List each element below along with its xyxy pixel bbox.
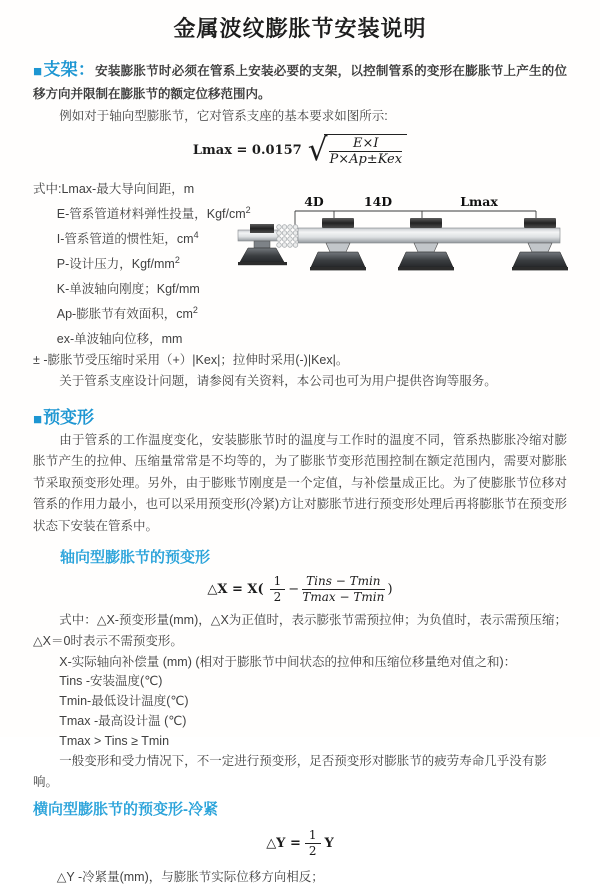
- one-half-fraction: $\frac{1}{2}$: [305, 829, 321, 858]
- tmin-line: Tmin-最低设计温度(℃): [59, 693, 189, 708]
- formula-dy-rhs: Y: [324, 836, 334, 852]
- axial-note-paragraph: 式中：△X-预变形量(mm)，△X为正值时，表示膨张节需预拉伸；为负值时，表示需预压缩；△X＝0时表示不需预变形。: [33, 612, 567, 648]
- dim-label-4d: 4D: [304, 194, 324, 209]
- lateral-subheading: 横向型膨胀节的预变形-冷紧: [33, 801, 218, 819]
- consulting-note: 关于管系支座设计问题，请参阅有关资料，本公司也可为用户提供咨询等服务。: [59, 374, 497, 389]
- definition-text: 式中:Lmax-最大导向间距，m: [33, 182, 195, 197]
- section-square-icon: ■: [33, 410, 43, 428]
- formula-dy-lhs: △Y =: [266, 836, 301, 852]
- x-definition-line: X-实际轴向补偿量 (mm) (相对于膨胀节中间状态的拉伸和压缩位移量绝对值之和)：: [59, 654, 517, 669]
- tins-line: Tins -安装温度(℃): [59, 674, 163, 689]
- support-paragraph: [33, 59, 567, 105]
- one-half-fraction: $\frac{1}{2}$: [270, 575, 286, 604]
- formula-dx-lhs: △X = X(: [207, 581, 264, 597]
- axial-subheading: 轴向型膨胀节的预变形: [60, 548, 211, 566]
- dim-label-lmax: Lmax: [460, 194, 498, 209]
- predeform-section-title: 预变形: [43, 407, 95, 427]
- formula-lmax: [33, 134, 567, 166]
- definition-text: P-设计压力，Kgf/mm: [56, 257, 175, 272]
- definition-line: [33, 300, 363, 325]
- t-inequality-line: Tmax > Tins ≥ Tmin: [59, 733, 170, 748]
- formula-delta-x: [33, 575, 567, 604]
- guide-support: [398, 218, 454, 270]
- predeform-paragraph: 由于管系的工作温度变化，安装膨胀节时的温度与工作时的温度不同，管系热膨胀冷缩对膨胀节产生的拉伸、压缩量常常是不均等的，为了膨胀节变形范围控制在额定范围内，需要对膨胀节采取预变形处理。另外，由于膨账节刚度是一个定值，与补偿量成正比。为了使膨胀节位移对管系的作用力最小，也可以采用预变形(冷紧)方让对膨胀节进行预变形处理后再将膨胀节在预变形状态下安装在管系中。: [33, 432, 567, 534]
- support-example-line: 例如对于轴向型膨胀节，它对管系支座的基本要求如图所示:: [59, 109, 388, 123]
- formula-lmax-denominator: P×Ap±Kex: [329, 152, 403, 167]
- definition-text: I-管系管道的惯性矩，cm: [56, 232, 194, 247]
- guide-support: [512, 218, 568, 270]
- definition-text: ex-单波轴向位移，mm: [56, 331, 183, 346]
- predeform-heading: [33, 403, 567, 428]
- support-lead-text: 安装膨胀节时必须在管系上安装必要的支架，以控制管系的变形在膨胀节上产生的位移方向并限制在膨胀节的额定位移范围内。: [33, 64, 568, 101]
- radical-expression: [308, 134, 407, 166]
- plus-minus-note: ± -膨胀节受压缩时采用（+）|Kex|；拉伸时采用(-)|Kex|。: [33, 352, 349, 367]
- bellows-icon: [277, 225, 298, 248]
- minus-sign: −: [288, 581, 300, 597]
- guide-support: [310, 218, 366, 270]
- page-title: 金属波纹膨胀节安装说明: [173, 16, 427, 41]
- formula-lmax-lhs: Lmax = 0.0157: [192, 142, 302, 158]
- definition-text: Ap-膨胀节有效面积，cm: [56, 306, 193, 321]
- main-pipe: [298, 228, 560, 243]
- formula-lmax-numerator: E×I: [329, 137, 402, 152]
- closing-paren: ): [387, 581, 393, 597]
- lateral-note-line: △Y -冷紧量(mm)，与膨胀节实际位移方向相反；: [56, 870, 324, 885]
- definition-text: E-管系管道材料弹性投量，Kgf/cm: [56, 207, 246, 222]
- tmax-line: Tmax -最高设计温 (℃): [59, 713, 187, 728]
- dim-label-14d: 14D: [363, 194, 393, 209]
- support-section-title: 支架：: [43, 60, 96, 79]
- definition-sup: 2: [192, 304, 198, 315]
- definition-sup: 4: [193, 229, 199, 240]
- section-square-icon: ■: [33, 63, 43, 80]
- definition-sup: 2: [174, 254, 180, 265]
- definition-text: K-单波轴向刚度；Kgf/mm: [56, 281, 200, 296]
- definition-line: [33, 325, 363, 350]
- definition-sup: 2: [245, 204, 251, 215]
- pipe-support-diagram: [238, 191, 598, 294]
- temperature-fraction: $\frac{\text{Tins − Tmin}}{Tmax - Tmin}$: [302, 573, 385, 604]
- radical-sign-icon: √: [307, 132, 328, 168]
- formula-delta-y: [33, 829, 567, 858]
- general-note-line: 一般变形和受力情况下，不一定进行预变形，足否预变形对膨胀节的疲劳寿命几乎没有影响。: [33, 754, 547, 789]
